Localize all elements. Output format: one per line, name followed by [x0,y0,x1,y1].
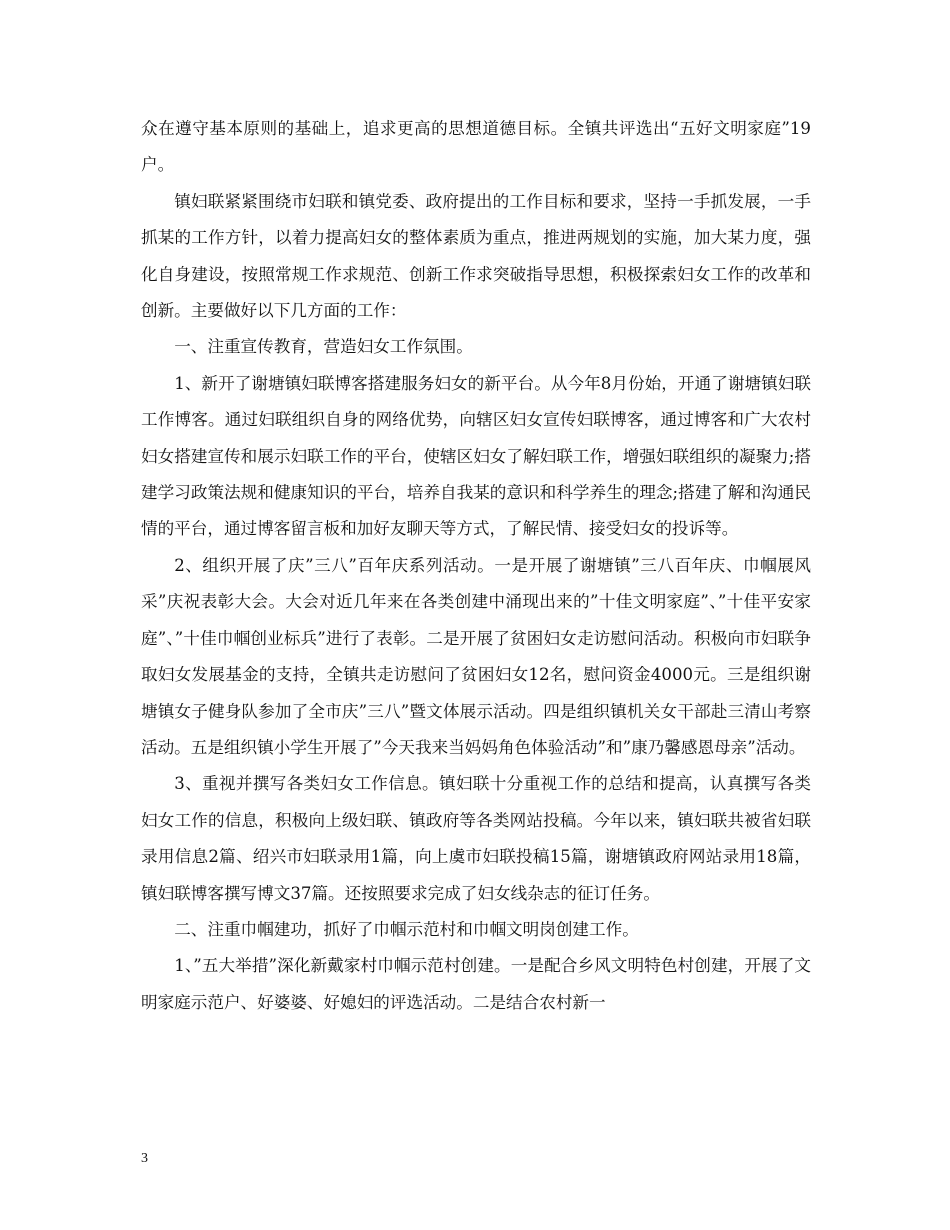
paragraph-1: 众在遵守基本原则的基础上，追求更高的思想道德目标。全镇共评选出“五好文明家庭”19户。 [141,119,811,175]
section-heading-1: 一、注重宣传教育，营造妇女工作氛围。 [174,337,473,357]
paragraph-3: 1、新开了谢塘镇妇联博客搭建服务妇女的新平台。从今年8月份始，开通了谢塘镇妇联工作博客。通过妇联组织自身的网络优势，向辖区妇女宣传妇联博客，通过博客和广大农村妇女搭建宣传和展示妇联工作的平台，使辖区妇女了解妇联工作，增强妇联组织的凝聚力;搭建学习政策法规和健康知识的平台，培养自我某的意识和科学养生的理念;搭建了解和沟通民情的平台，通过博客留言板和加好友聊天等方式，了解民情、接受妇女的投诉等。 [141,373,811,539]
section-heading-2: 二、注重巾帼建功，抓好了巾帼示范村和巾帼文明岗创建工作。 [174,919,639,939]
paragraph-4: 2、组织开展了庆”三八”百年庆系列活动。一是开展了谢塘镇”三八百年庆、巾帼展风采”庆祝表彰大会。大会对近几年来在各类创建中涌现出来的”十佳文明家庭”、”十佳平安家庭”、”十佳巾帼创业标兵”进行了表彰。二是开展了贫困妇女走访慰问活动。积极向市妇联争取妇女发展基金的支持，全镇共走访慰问了贫困妇女12名，慰问资金4000元。三是组织谢塘镇女子健身队参加了全市庆”三八”暨文体展示活动。四是组织镇机关女干部赴三清山考察活动。五是组织镇小学生开展了”今天我来当妈妈角色体验活动”和”康乃馨感恩母亲”活动。 [141,555,811,757]
page-number: 3 [141,1151,148,1166]
paragraph-2: 镇妇联紧紧围绕市妇联和镇党委、政府提出的工作目标和要求，坚持一手抓发展，一手抓某的工作方针，以着力提高妇女的整体素质为重点，推进两规划的实施，加大某力度，强化自身建设，按照常规工作求规范、创新工作求突破指导思想，积极探索妇女工作的改革和创新。主要做好以下几方面的工作： [141,191,811,321]
paragraph-5: 3、重视并撰写各类妇女工作信息。镇妇联十分重视工作的总结和提高，认真撰写各类妇女工作的信息，积极向上级妇联、镇政府等各类网站投稿。今年以来，镇妇联共被省妇联录用信息2篇、绍兴市妇联录用1篇，向上虞市妇联投稿15篇，谢塘镇政府网站录用18篇，镇妇联博客撰写博文37篇。还按照要求完成了妇女线杂志的征订任务。 [141,774,811,903]
paragraph-6: 1、”五大举措”深化新戴家村巾帼示范村创建。一是配合乡风文明特色村创建，开展了文明家庭示范户、好婆婆、好媳妇的评选活动。二是结合农村新一 [141,956,811,1012]
document-body [141,111,811,1021]
